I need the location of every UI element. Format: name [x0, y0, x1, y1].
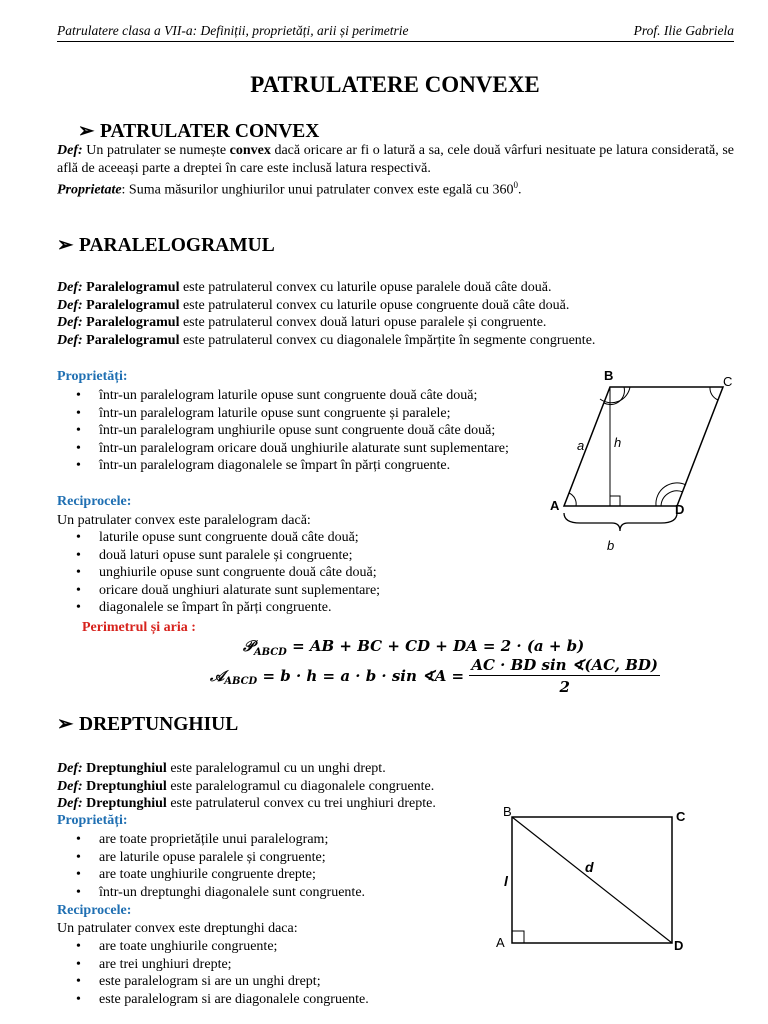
fraction-numerator: AC · BD sin ∢(AC, BD)	[471, 656, 658, 674]
section-heading-convex	[78, 119, 319, 143]
diagonal-label-d: d	[585, 859, 594, 875]
base-label-b: b	[607, 538, 615, 553]
def-text: este patrulaterul convex cu trei unghiuri drepte.	[166, 796, 436, 811]
page-title: PATRULATERE CONVEXE	[250, 72, 540, 97]
vertex-label-A: A	[496, 935, 505, 950]
list-item: • are toate proprietățile unui paralelogram;	[57, 831, 477, 849]
list-item: • are toate unghiurile congruente drepte;	[57, 866, 477, 884]
rectangle-definitions	[57, 760, 507, 813]
area-symbol: 𝒜	[210, 667, 225, 685]
formula-rhs: = b · h = a · b · sin ∢A =	[257, 667, 470, 685]
side-label-l: l	[504, 873, 508, 889]
def-term: Paralelogramul	[86, 332, 180, 348]
heading-text: PARALELOGRAMUL	[79, 235, 275, 256]
arrow-icon: ➢	[57, 714, 74, 735]
parallelogram-figure	[540, 365, 740, 565]
def-text: este patrulaterul convex cu diagonalele împărțite în segmente congruente.	[179, 332, 596, 348]
list-item: • într-un paralelogram laturile opuse sunt congruente și paralele;	[57, 405, 577, 423]
def-term: Paralelogramul	[86, 297, 180, 313]
list-item: • este paralelogram si are un unghi drept;	[57, 973, 477, 991]
arrow-icon: ➢	[78, 121, 95, 142]
list-item: • are trei unghiuri drepte;	[57, 956, 477, 974]
rectangle-reciprocals-heading: Reciprocele:	[57, 903, 132, 918]
list-item: • laturile opuse sunt congruente două câte două;	[57, 529, 517, 547]
def-label: Def:	[57, 332, 83, 348]
vertex-label-B: B	[503, 804, 512, 819]
def-text: este paralelogramul cu diagonalele congruente.	[166, 778, 435, 794]
def-text: este patrulaterul convex două laturi opuse paralele și congruente.	[179, 315, 547, 330]
perimeter-formula	[243, 637, 584, 658]
def-label: Def:	[57, 796, 83, 811]
def-label: Def:	[57, 778, 83, 794]
right-angle-mark	[512, 931, 524, 943]
rectangle-properties-heading: Proprietăți:	[57, 813, 128, 828]
formula-subscript: ABCD	[253, 647, 287, 658]
definition-line	[57, 314, 747, 332]
def-text: este patrulaterul convex cu laturile opuse congruente două câte două.	[179, 297, 570, 313]
rectangle-figure	[490, 800, 710, 960]
definition-line	[57, 760, 507, 778]
def-term: Dreptunghiul	[86, 761, 167, 776]
rectangle-reciprocals-intro: Un patrulater convex este dreptunghi daca:	[57, 921, 298, 936]
convex-property	[57, 177, 734, 199]
def-term: Paralelogramul	[86, 315, 180, 330]
parallelogram-shape	[564, 387, 723, 506]
parallelogram-properties-list	[57, 387, 577, 475]
fraction-denominator: 2	[559, 678, 570, 696]
formula-rhs: = AB + BC + CD + DA = 2 · (a + b)	[286, 637, 585, 655]
prop-label: Proprietate	[57, 182, 122, 198]
parallelogram-reciprocals-heading: Reciprocele:	[57, 494, 132, 509]
section-heading-parallelogram	[57, 233, 275, 257]
def-term: Dreptunghiul	[86, 796, 167, 811]
list-item: • într-un paralelogram oricare două unghiurile alaturate sunt suplementare;	[57, 440, 577, 458]
def-term: Paralelogramul	[86, 280, 180, 295]
definition-line	[57, 795, 507, 813]
list-item: • într-un dreptunghi diagonalele sunt congruente.	[57, 884, 477, 902]
definition-line	[57, 778, 507, 796]
parallelogram-definitions	[57, 279, 747, 349]
section-heading-rectangle	[57, 712, 238, 736]
vertex-label-B: B	[604, 368, 614, 383]
convex-definition	[57, 142, 734, 177]
angle-arc-C	[710, 387, 718, 400]
def-label: Def:	[57, 280, 83, 295]
degree-sup: 0	[513, 180, 518, 190]
height-label-h: h	[614, 435, 622, 450]
list-item: • este paralelogram si are diagonalele congruente.	[57, 991, 477, 1009]
def-text: Un patrulater se numește	[86, 143, 230, 158]
list-item: • diagonalele se împart în părți congruente.	[57, 599, 517, 617]
parallelogram-reciprocals-list	[57, 529, 517, 617]
def-term: convex	[229, 143, 271, 158]
def-text: dacă oricare ar fi o latură a sa, cele două vârfuri nesituate pe latura considerată, se află de aceeași parte a dreptei în care este inclusă latura respectivă.	[57, 143, 734, 176]
base-brace	[564, 513, 677, 531]
list-item: • are laturile opuse paralele și congruente;	[57, 849, 477, 867]
list-item: • într-un paralelogram laturile opuse sunt congruente două câte două;	[57, 387, 577, 405]
prop-end: .	[517, 182, 522, 198]
list-item: • are toate unghiurile congruente;	[57, 938, 477, 956]
vertex-label-C: C	[723, 374, 733, 389]
side-label-a: a	[577, 438, 585, 453]
page-header	[57, 22, 734, 42]
def-label: Def:	[57, 761, 83, 776]
list-item: • unghiurile opuse sunt congruente două câte două;	[57, 564, 517, 582]
angle-arc-A	[569, 493, 576, 506]
perimeter-symbol: 𝒫	[243, 637, 254, 655]
def-label: Def:	[57, 143, 83, 158]
vertex-label-A: A	[550, 498, 560, 513]
list-item: • într-un paralelogram diagonalele se împart în părți congruente.	[57, 457, 577, 475]
vertex-label-C: C	[676, 809, 686, 824]
def-label: Def:	[57, 315, 83, 330]
vertex-label-D: D	[674, 938, 684, 953]
parallelogram-reciprocals-intro: Un patrulater convex este paralelogram dacă:	[57, 513, 311, 528]
vertex-label-D: D	[675, 502, 685, 517]
heading-text: PATRULATER CONVEX	[100, 121, 320, 142]
def-term: Dreptunghiul	[86, 778, 167, 794]
def-text: este patrulaterul convex cu laturile opuse paralele două câte două.	[179, 280, 552, 295]
header-title: Patrulatere clasa a VII-a: Definiții, proprietăți, arii și perimetrie	[57, 23, 409, 38]
diagonal-line	[512, 817, 672, 943]
parallelogram-properties-heading: Proprietăți:	[57, 369, 128, 384]
list-item: • într-un paralelogram unghiurile opuse sunt congruente două câte două;	[57, 422, 577, 440]
rectangle-properties-list	[57, 831, 477, 901]
perimeter-area-heading: Perimetrul și aria :	[82, 620, 196, 635]
def-label: Def:	[57, 297, 83, 313]
definition-line	[57, 332, 747, 350]
formula-subscript: ABCD	[224, 676, 258, 687]
area-fraction	[469, 656, 660, 696]
prop-text: : Suma măsurilor unghiurilor unui patrulater convex este egală cu 360	[121, 182, 514, 198]
heading-text: DREPTUNGHIUL	[79, 714, 239, 735]
arrow-icon: ➢	[57, 235, 74, 256]
def-text: este paralelogramul cu un unghi drept.	[166, 761, 386, 776]
definition-line	[57, 297, 747, 315]
definition-line	[57, 279, 747, 297]
area-formula	[210, 656, 660, 696]
list-item: • două laturi opuse sunt paralele și congruente;	[57, 547, 517, 565]
list-item: • oricare două unghiuri alaturate sunt suplementare;	[57, 582, 517, 600]
rectangle-reciprocals-list	[57, 938, 477, 1008]
header-author: Prof. Ilie Gabriela	[633, 23, 734, 38]
right-angle-mark	[610, 496, 620, 506]
